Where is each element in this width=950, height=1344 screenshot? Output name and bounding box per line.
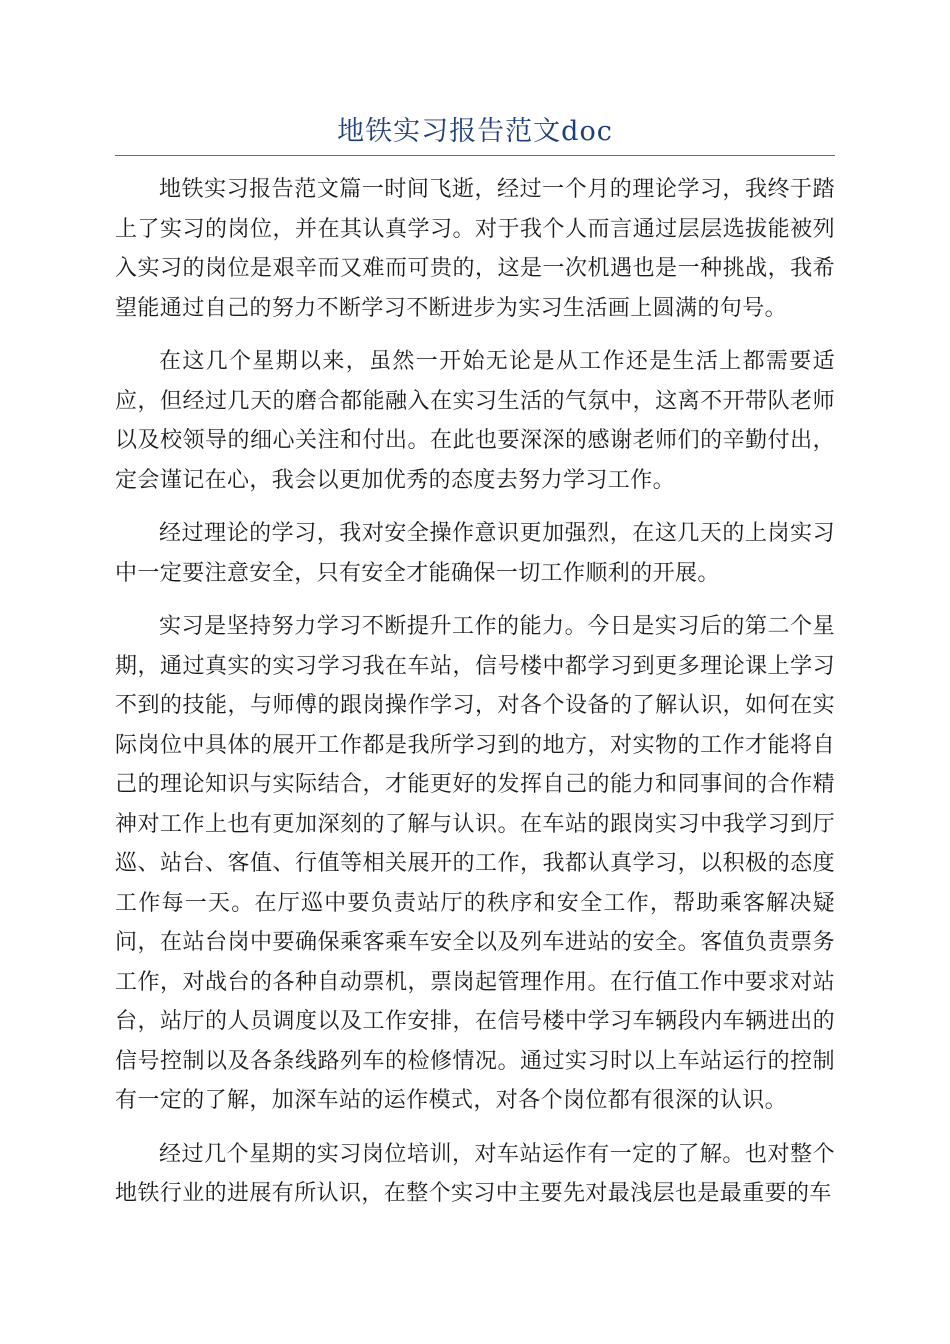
paragraph-3: 经过理论的学习，我对安全操作意识更加强烈，在这几天的上岗实习中一定要注意安全，只有安全才能确保一切工作顺利的开展。 bbox=[115, 521, 835, 586]
document-body bbox=[115, 170, 835, 1228]
paragraph-4: 实习是坚持努力学习不断提升工作的能力。今日是实习后的第二个星期，通过真实的实习学习我在车站，信号楼中都学习到更多理论课上学习不到的技能，与师傅的跟岗操作学习，对各个设备的了解认识，如何在实际岗位中具体的展开工作都是我所学习到的地方，对实物的工作才能将自己的理论知识与实际结合，才能更好的发挥自己的能力和同事间的合作精神对工作上也有更加深刻的了解与认识。在车站的跟岗实习中我学习到厅巡、站台、客值、行值等相关展开的工作，我都认真学习，以积极的态度工作每一天。在厅巡中要负责站厅的秩序和安全工作，帮助乘客解决疑问，在站台岗中要确保乘客乘车安全以及列车进站的安全。客值负责票务工作，对战台的各种自动票机，票岗起管理作用。在行值工作中要求对站台，站厅的人员调度以及工作安排，在信号楼中学习车辆段内车辆进出的信号控制以及各条线路列车的检修情况。通过实习时以上车站运行的控制有一定的了解，加深车站的运作模式，对各个岗位都有很深的认识。 bbox=[115, 614, 835, 1113]
document-title: 地铁实习报告范文doc bbox=[337, 116, 613, 147]
paragraph-1: 地铁实习报告范文篇一时间飞逝，经过一个月的理论学习，我终于踏上了实习的岗位，并在其认真学习。对于我个人而言通过层层选拔能被列入实习的岗位是艰辛而又难而可贵的，这是一次机遇也是一种挑战，我希望能通过自己的努力不断学习不断进步为实习生活画上圆满的句号。 bbox=[115, 177, 835, 321]
paragraph-2: 在这几个星期以来，虽然一开始无论是从工作还是生活上都需要适应，但经过几天的磨合都能融入在实习生活的气氛中，这离不开带队老师以及校领导的细心关注和付出。在此也要深深的感谢老师们的辛勤付出，定会谨记在心，我会以更加优秀的态度去努力学习工作。 bbox=[115, 349, 835, 493]
paragraph-5: 经过几个星期的实习岗位培训，对车站运作有一定的了解。也对整个地铁行业的进展有所认识，在整个实习中主要先对最浅层也是最重要的车 bbox=[115, 1141, 835, 1206]
title-underline bbox=[115, 155, 835, 156]
